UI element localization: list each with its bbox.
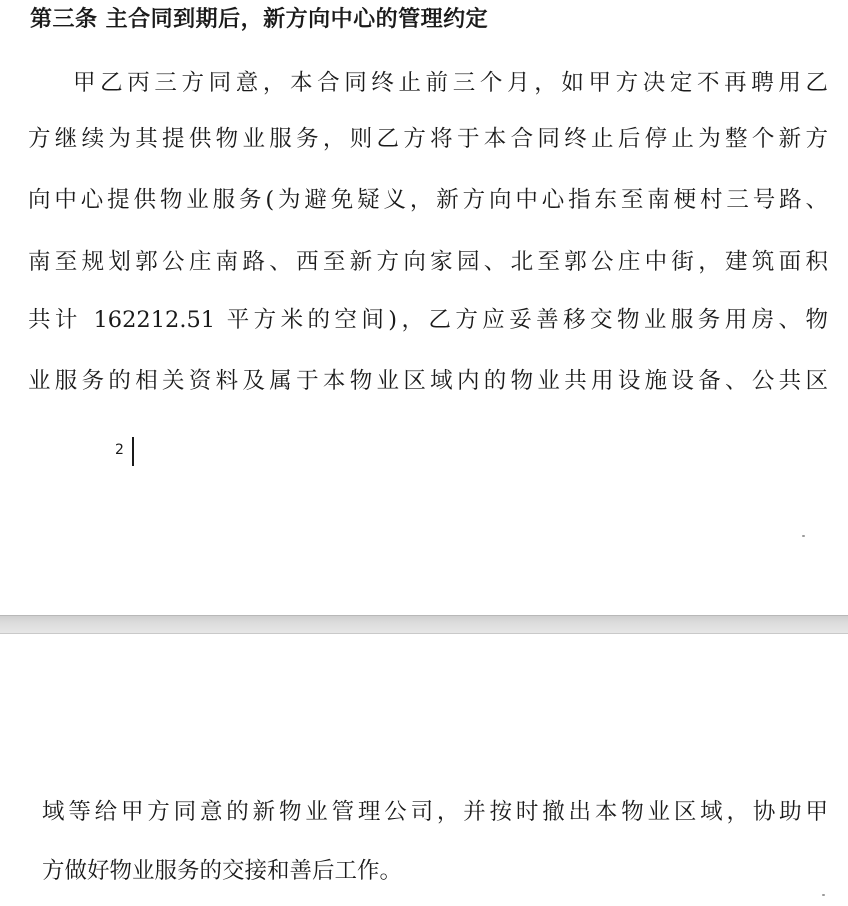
paragraph-line: 方做好物业服务的交接和善后工作。 bbox=[42, 858, 403, 884]
paragraph-line: 域等给甲方同意的新物业管理公司，并按时撤出本物业区域，协助甲 bbox=[42, 799, 828, 825]
page-separator bbox=[0, 615, 848, 634]
text-cursor bbox=[132, 437, 134, 466]
paragraph-line: 业服务的相关资料及属于本物业区域内的物业共用设施设备、公共区 bbox=[28, 368, 828, 394]
paragraph-line: 方继续为其提供物业服务，则乙方将于本合同终止后停止为整个新方 bbox=[28, 126, 828, 152]
article-heading: 第三条 主合同到期后，新方向中心的管理约定 bbox=[30, 7, 489, 32]
paragraph-line: 甲乙丙三方同意，本合同终止前三个月，如甲方决定不再聘用乙 bbox=[73, 70, 828, 96]
paragraph-line: 共计 162212.51 平方米的空间)，乙方应妥善移交物业服务用房、物 bbox=[28, 307, 828, 333]
paragraph-line: 向中心提供物业服务(为避免疑义，新方向中心指东至南梗村三号路、 bbox=[28, 187, 828, 213]
page-number: 2 bbox=[115, 442, 124, 458]
document-page-bottom bbox=[0, 634, 848, 906]
paragraph-line: 南至规划郭公庄南路、西至新方向家园、北至郭公庄中街，建筑面积 bbox=[28, 249, 828, 275]
scan-speck bbox=[802, 535, 805, 537]
scan-speck bbox=[822, 894, 825, 896]
